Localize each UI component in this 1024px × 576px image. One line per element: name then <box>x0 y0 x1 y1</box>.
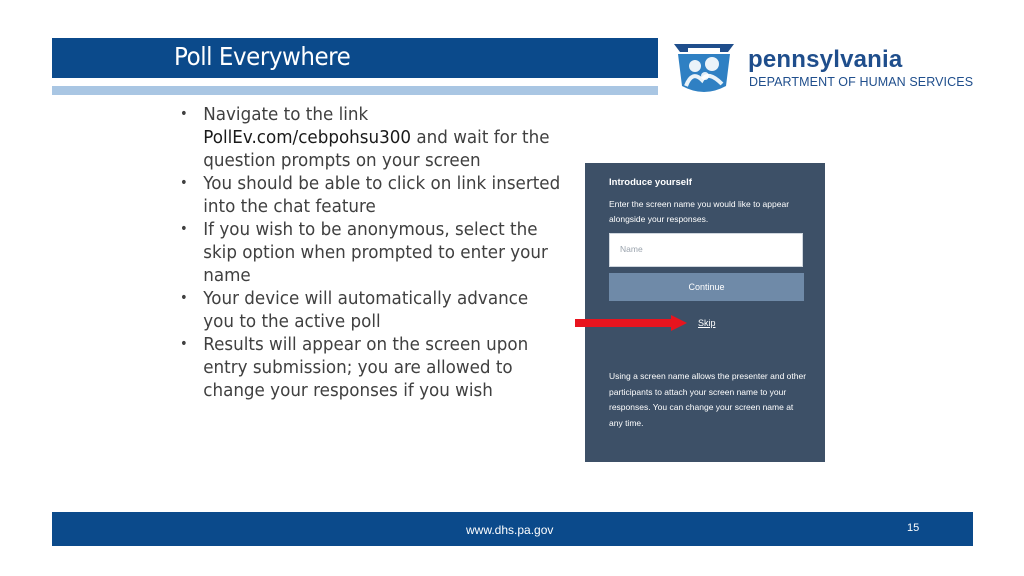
keystone-family-icon <box>668 40 740 94</box>
bullet-text: Navigate to the link <box>203 104 369 125</box>
bullet-item <box>180 172 560 218</box>
bullet-dot-icon: • <box>180 290 188 306</box>
footer-url[interactable]: www.dhs.pa.gov <box>466 523 554 537</box>
logo-department: DEPARTMENT OF HUMAN SERVICES <box>749 75 974 89</box>
bullet-dot-icon: • <box>180 221 188 237</box>
footer-bar <box>52 512 973 546</box>
poll-screenshot-panel <box>585 163 825 462</box>
pollev-link[interactable]: PollEv.com/cebpohsu300 <box>203 127 412 148</box>
bullet-item <box>180 287 560 333</box>
name-placeholder: Name <box>620 244 643 254</box>
bullet-text: Results will appear on the screen upon entry submission; you are allowed to change your responses if you wish <box>203 334 529 401</box>
logo-name: pennsylvania <box>748 46 903 73</box>
skip-link[interactable]: Skip <box>698 318 716 328</box>
bullet-text: You should be able to click on link inserted into the chat feature <box>203 173 561 217</box>
pa-dhs-logo <box>668 40 1008 96</box>
introduce-heading: Introduce yourself <box>609 177 692 188</box>
bullet-text: and wait for the question prompts on your screen <box>203 127 550 171</box>
bullet-list <box>180 103 561 402</box>
bullet-dot-icon: • <box>180 175 188 191</box>
bullet-item <box>180 333 560 402</box>
title-accent-bar <box>52 86 658 95</box>
page-number: 15 <box>907 522 920 534</box>
introduce-instruction: Enter the screen name you would like to appear alongside your responses. <box>609 199 790 224</box>
title-bar <box>52 38 658 78</box>
bullet-dot-icon: • <box>180 336 188 352</box>
screen-name-input[interactable] <box>609 233 803 267</box>
bullet-text: If you wish to be anonymous, select the skip option when prompted to enter your name <box>203 219 548 286</box>
slide-title: Poll Everywhere <box>174 42 351 71</box>
continue-button[interactable]: Continue <box>609 273 804 301</box>
bullet-text: Your device will automatically advance you to the active poll <box>203 288 529 332</box>
screen-name-note: Using a screen name allows the presenter and other participants to attach your screen name to your responses. You can change your screen name at any time. <box>609 371 807 428</box>
bullet-item <box>180 218 560 287</box>
red-arrow-icon <box>575 315 690 331</box>
bullet-dot-icon: • <box>180 106 188 122</box>
bullet-item <box>180 103 560 172</box>
